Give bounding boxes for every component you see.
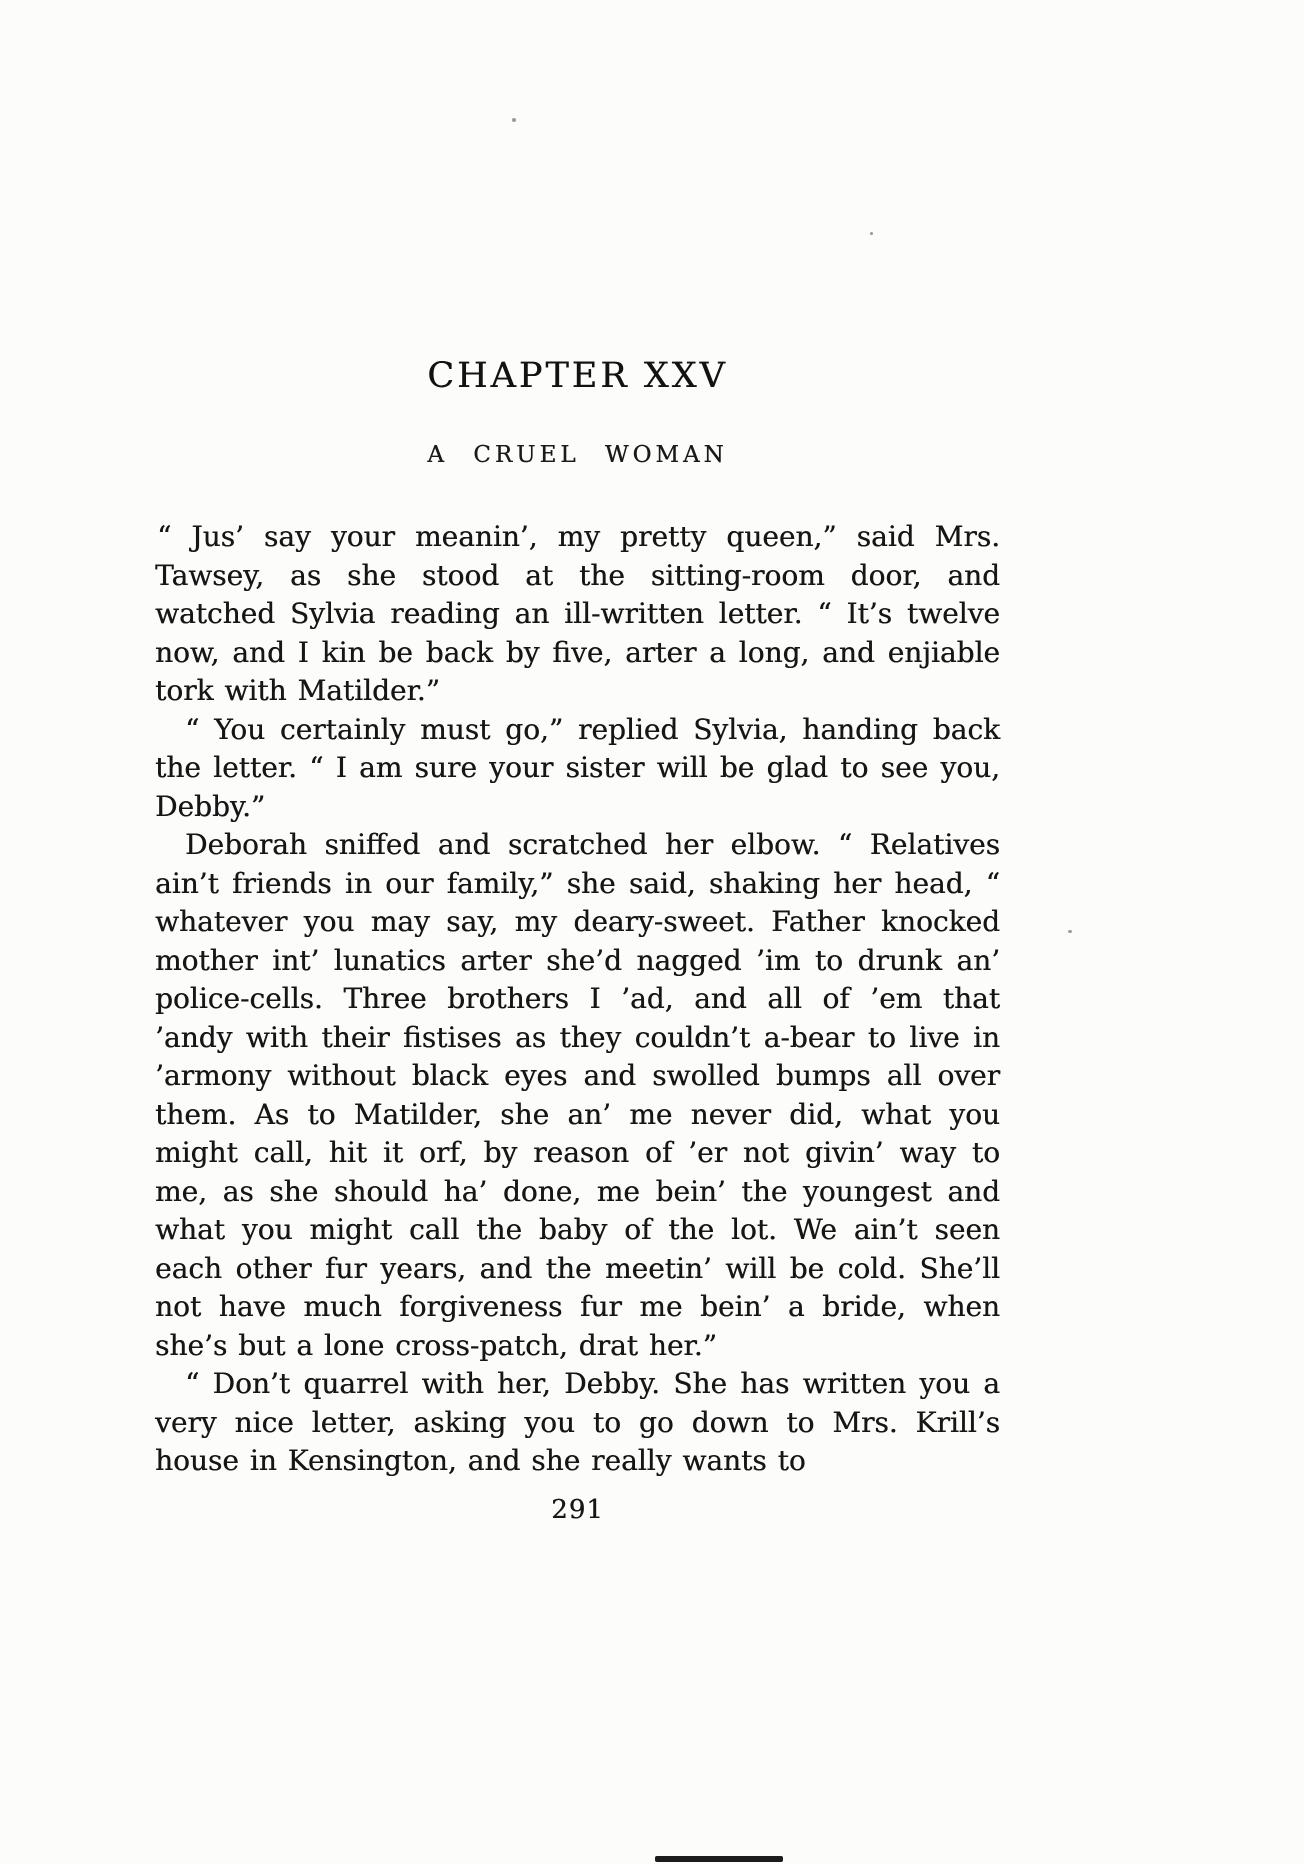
paragraph-4: “ Don’t quarrel with her, Debby. She has written you a very nice letter, asking you to go down to Mrs. Krill’s house in Kensington, and she really wants to bbox=[155, 1367, 1000, 1477]
scan-speck bbox=[512, 118, 516, 122]
scan-edge-artifact bbox=[655, 1856, 783, 1862]
paragraph-2: “ You certainly must go,” replied Sylvia, handing back the letter. “ I am sure your sister will be glad to see you, Debby.” bbox=[155, 712, 1000, 823]
text-column bbox=[155, 356, 1000, 1525]
chapter-subtitle: A CRUEL WOMAN bbox=[427, 442, 728, 468]
scan-speck bbox=[1068, 930, 1072, 933]
scan-speck bbox=[870, 232, 873, 235]
paragraph-3: Deborah sniffed and scratched her elbow. “ Relatives ain’t friends in our family,” she said, shaking her head, “ whatever you may say, my deary-sweet. Father knocked mother int’ lunatics arter she’d nagged ’im to drunk an’ police-cells. Three brothers I ’ad, and all of ’em that ’andy with their fistises as they couldn’t a-bear to live in ’armony without black eyes and swolled bumps all over them. As to Matilder, she an’ me never did, what you might call, hit it orf, by reason of ’er not givin’ way to me, as she should ha’ done, me bein’ the youngest and what you might call the baby of the lot. We ain’t seen each other fur years, and the meetin’ will be cold. She’ll not have much forgiveness fur me bein’ a bride, when she’s but a lone cross-patch, drat her.” bbox=[155, 828, 1000, 1362]
chapter-title: CHAPTER XXV bbox=[427, 356, 728, 396]
page-number: 291 bbox=[551, 1494, 604, 1525]
body-text bbox=[155, 518, 1000, 1481]
paragraph-1: “ Jus’ say your meanin’, my pretty queen,” said Mrs. Tawsey, as she stood at the sitting-room door, and watched Sylvia reading an ill-written letter. “ It’s twelve now, and I kin be back by five, arter a long, and enjiable tork with Matilder.” bbox=[155, 520, 1000, 707]
